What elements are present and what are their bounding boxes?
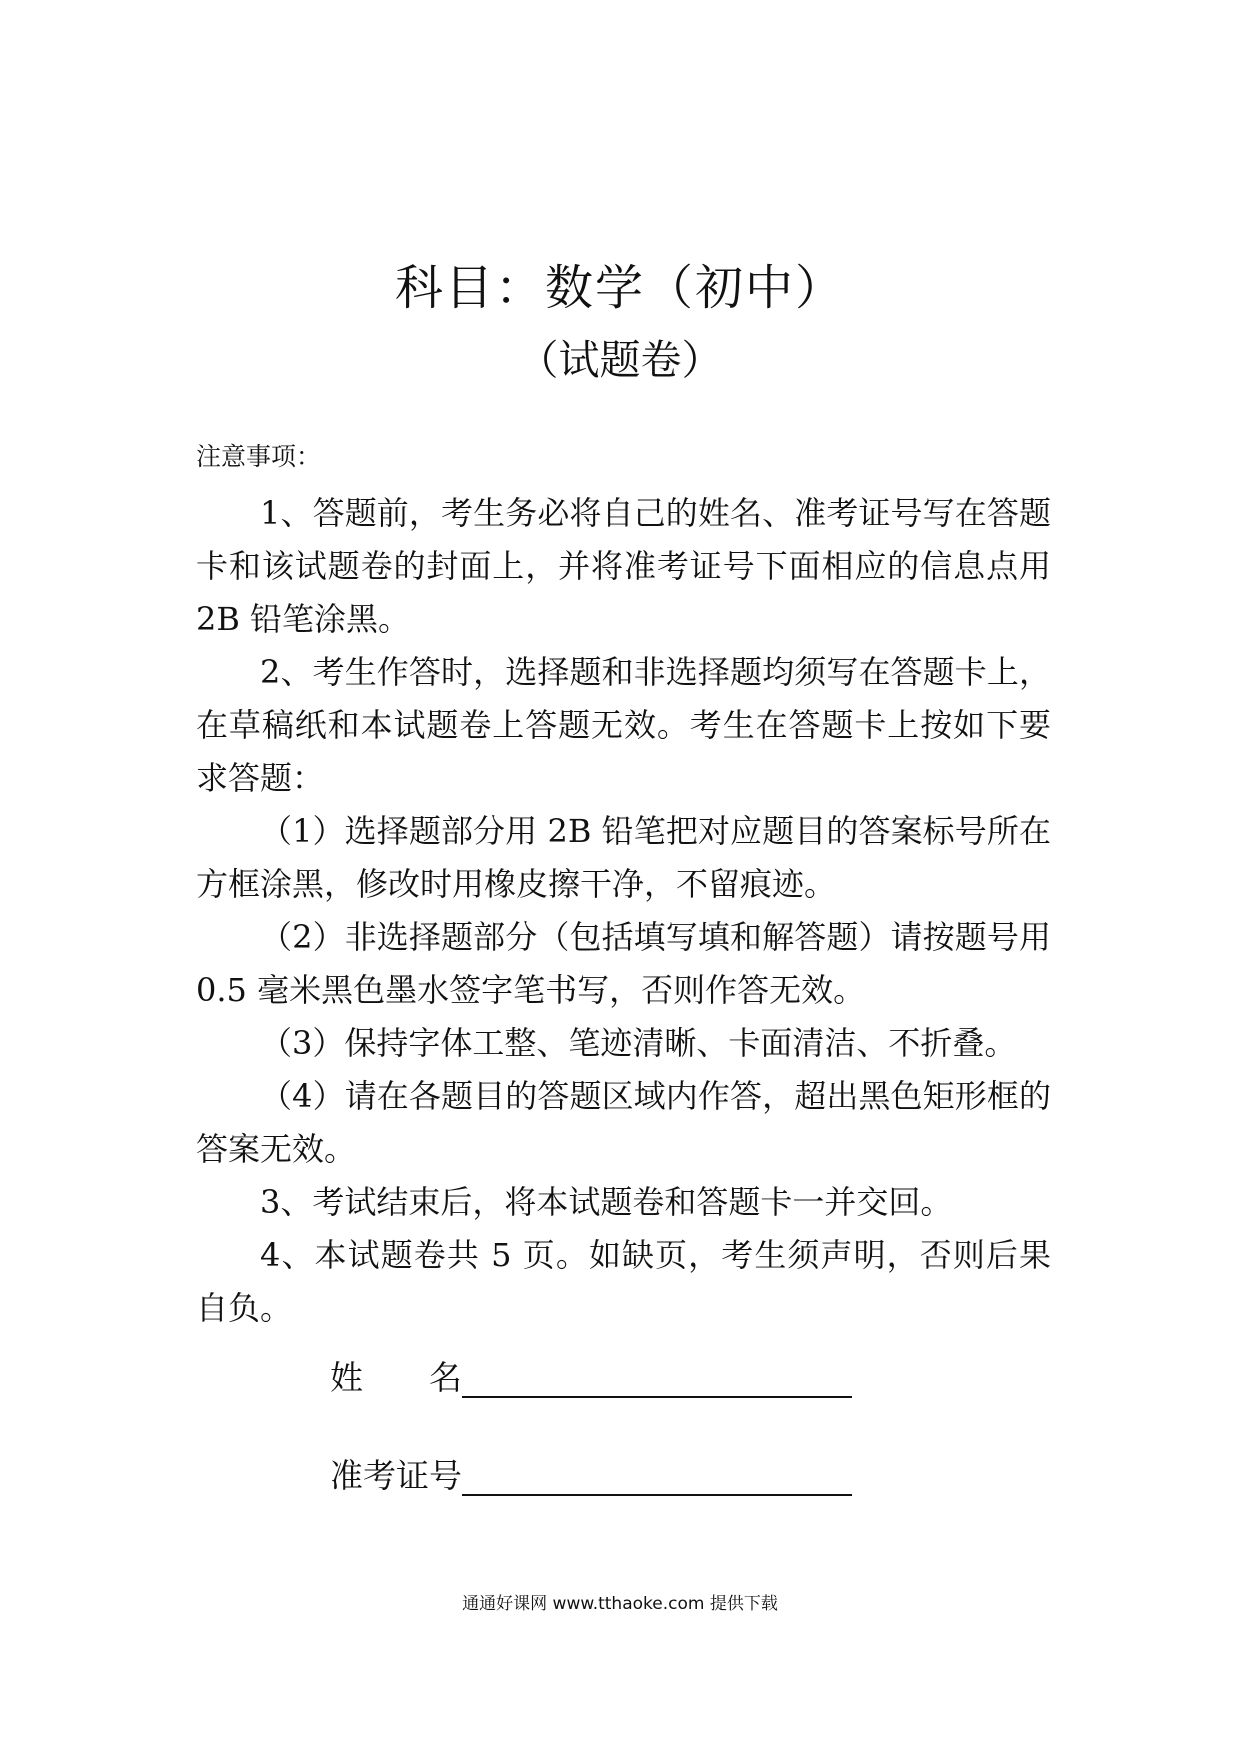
notice-subitem-1: （1）选择题部分用 2B 铅笔把对应题目的答案标号所在方框涂黑，修改时用橡皮擦干净，不留痕迹。 xyxy=(196,812,1051,903)
page-subtitle: （试题卷） xyxy=(517,336,723,384)
notice-item-1: 1、答题前，考生务必将自己的姓名、准考证号写在答题卡和该试题卷的封面上，并将准考证号下面相应的信息点用 2B 铅笔涂黑。 xyxy=(196,494,1051,638)
name-label: 姓 名 xyxy=(330,1358,462,1397)
notice-subitem-4: （4）请在各题目的答题区域内作答，超出黑色矩形框的答案无效。 xyxy=(196,1077,1051,1168)
name-field xyxy=(330,1348,852,1398)
exam-id-label: 准考证号 xyxy=(330,1456,462,1495)
notice-subitem-3: （3）保持字体工整、笔迹清晰、卡面清洁、不折叠。 xyxy=(260,1024,1017,1062)
name-blank-line xyxy=(462,1356,852,1398)
page-title: 科目：数学（初中） xyxy=(394,260,845,316)
notice-item-2: 2、考生作答时，选择题和非选择题均须写在答题卡上，在草稿纸和本试题卷上答题无效。考生在答题卡上按如下要求答题： xyxy=(196,653,1051,797)
notice-subitem-2: （2）非选择题部分（包括填写填和解答题）请按题号用 0.5 毫米黑色墨水签字笔书写，否则作答无效。 xyxy=(196,918,1051,1009)
exam-id-blank-line xyxy=(462,1454,852,1496)
notice-heading: 注意事项： xyxy=(196,442,322,471)
notice-body xyxy=(196,487,1051,1335)
notice-item-3: 3、考试结束后，将本试题卷和答题卡一并交回。 xyxy=(260,1183,953,1221)
exam-id-field xyxy=(330,1446,852,1496)
notice-item-4: 4、本试题卷共 5 页。如缺页，考生须声明，否则后果自负。 xyxy=(196,1236,1051,1327)
footer-source-note: 通通好课网 www.tthaoke.com 提供下载 xyxy=(462,1594,778,1614)
